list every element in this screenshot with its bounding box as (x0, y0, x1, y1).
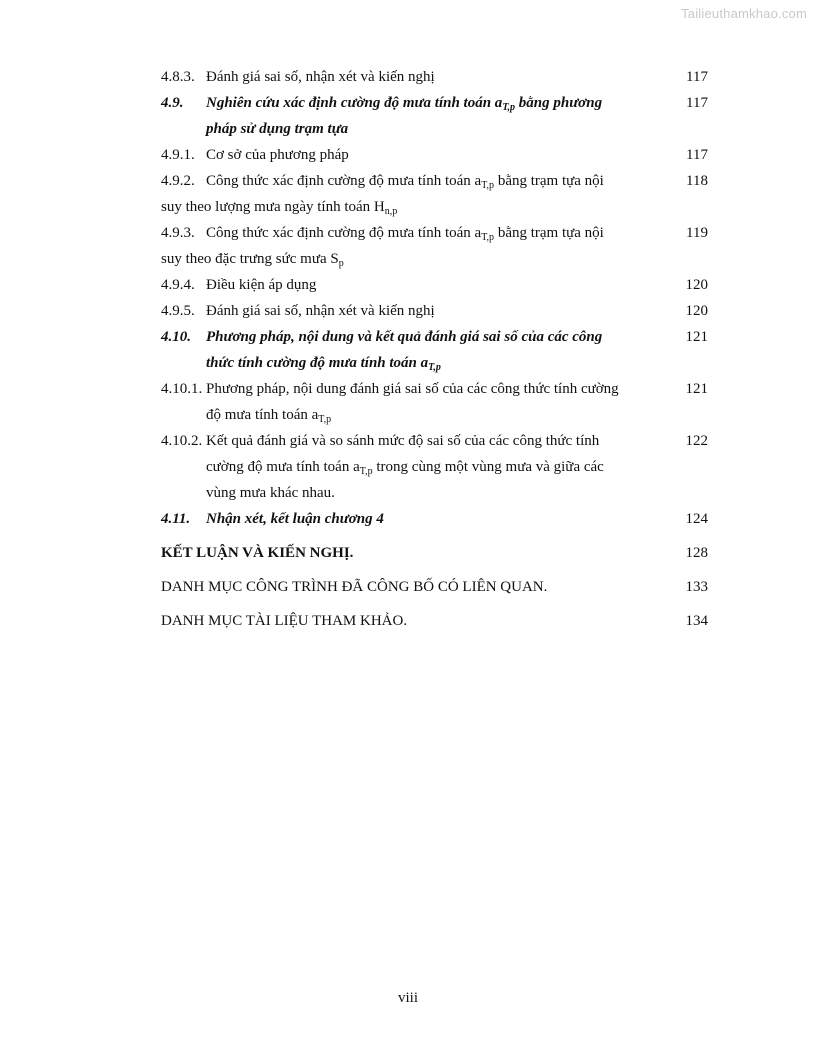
toc-page: 120 (685, 303, 708, 319)
toc-entry (161, 428, 708, 506)
toc-page: 117 (686, 147, 708, 163)
toc-title-continued: suy theo đặc trưng sức mưa S (161, 251, 339, 267)
toc-title: Kết quả đánh giá và so sánh mức độ sai số của các công thức tính (206, 433, 600, 449)
toc-number: 4.9.3. (161, 225, 195, 241)
toc-entry (161, 506, 708, 532)
toc-number: 4.10.2. (161, 433, 203, 449)
toc-number: 4.10. (161, 329, 191, 345)
toc-number: 4.9.2. (161, 173, 195, 189)
toc-title-continued: vùng mưa khác nhau. (206, 485, 335, 501)
toc-title-tail: bằng phương (515, 95, 603, 111)
toc-page: 117 (686, 69, 708, 85)
toc-title: Nghiên cứu xác định cường độ mưa tính toán a (206, 95, 503, 111)
toc-title-continued: thức tính cường độ mưa tính toán a (206, 355, 429, 371)
toc-title: Công thức xác định cường độ mưa tính toán a (206, 225, 482, 241)
subscript: T,p (502, 102, 516, 113)
toc-page: 119 (686, 225, 708, 241)
toc-title-continued: độ mưa tính toán a (206, 407, 319, 423)
toc-entry (161, 64, 708, 90)
subscript: T,p (481, 232, 495, 243)
toc-title-tail: bằng trạm tựa nội (494, 225, 604, 241)
toc-title: Phương pháp, nội dung đánh giá sai số của các công thức tính cường (206, 381, 619, 397)
table-of-contents (161, 64, 708, 634)
toc-number: 4.9.4. (161, 277, 195, 293)
toc-entry (161, 298, 708, 324)
toc-title: Nhận xét, kết luận chương 4 (206, 511, 384, 527)
toc-entry (161, 272, 708, 298)
toc-title: DANH MỤC TÀI LIỆU THAM KHẢO. (161, 613, 408, 629)
toc-title: Phương pháp, nội dung và kết quả đánh giá sai số của các công (206, 329, 603, 345)
toc-number: 4.9.5. (161, 303, 195, 319)
toc-title: DANH MỤC CÔNG TRÌNH ĐÃ CÔNG BỐ CÓ LIÊN QUAN. (161, 579, 548, 595)
toc-title: Cơ sở của phương pháp (206, 147, 349, 163)
toc-title: KẾT LUẬN VÀ KIẾN NGHỊ. (161, 545, 354, 561)
toc-entry (161, 324, 708, 376)
toc-page: 121 (685, 381, 708, 397)
toc-page: 121 (685, 329, 708, 345)
page-number: viii (397, 990, 418, 1006)
toc-number: 4.9. (161, 95, 184, 111)
toc-entry (161, 574, 708, 600)
toc-title: Đánh giá sai số, nhận xét và kiến nghị (206, 69, 435, 85)
toc-page: 118 (686, 173, 708, 189)
toc-entry (161, 220, 708, 272)
toc-title-continued: pháp sử dụng trạm tựa (206, 121, 349, 137)
subscript: T,p (318, 414, 332, 425)
subscript: n,p (384, 206, 398, 217)
toc-page: 120 (685, 277, 708, 293)
toc-title-continued: suy theo lượng mưa ngày tính toán H (161, 199, 385, 215)
toc-entry (161, 376, 708, 428)
toc-page: 117 (686, 95, 708, 111)
subscript: T,p (359, 466, 373, 477)
subscript: T,p (481, 180, 495, 191)
toc-entry (161, 90, 708, 142)
toc-title: Điều kiện áp dụng (206, 277, 317, 293)
toc-number: 4.11. (161, 511, 191, 527)
subscript: p (338, 258, 344, 269)
toc-title-tail: bằng trạm tựa nội (494, 173, 604, 189)
toc-page: 133 (685, 579, 708, 595)
toc-entry (161, 142, 708, 168)
toc-title: Công thức xác định cường độ mưa tính toán a (206, 173, 482, 189)
toc-entry (161, 540, 708, 566)
watermark: Tailieuthamkhao.com (681, 6, 807, 21)
toc-entry (161, 168, 708, 220)
toc-page: 134 (685, 613, 708, 629)
toc-page: 128 (685, 545, 708, 561)
toc-page: 122 (685, 433, 708, 449)
toc-number: 4.9.1. (161, 147, 195, 163)
toc-entry (161, 608, 708, 634)
toc-page: 124 (685, 511, 708, 527)
toc-title-tail: trong cùng một vùng mưa và giữa các (372, 459, 604, 475)
toc-title: Đánh giá sai số, nhận xét và kiến nghị (206, 303, 435, 319)
toc-number: 4.10.1. (161, 381, 203, 397)
toc-number: 4.8.3. (161, 69, 195, 85)
subscript: T,p (428, 362, 441, 373)
toc-title-continued: cường độ mưa tính toán a (206, 459, 360, 475)
